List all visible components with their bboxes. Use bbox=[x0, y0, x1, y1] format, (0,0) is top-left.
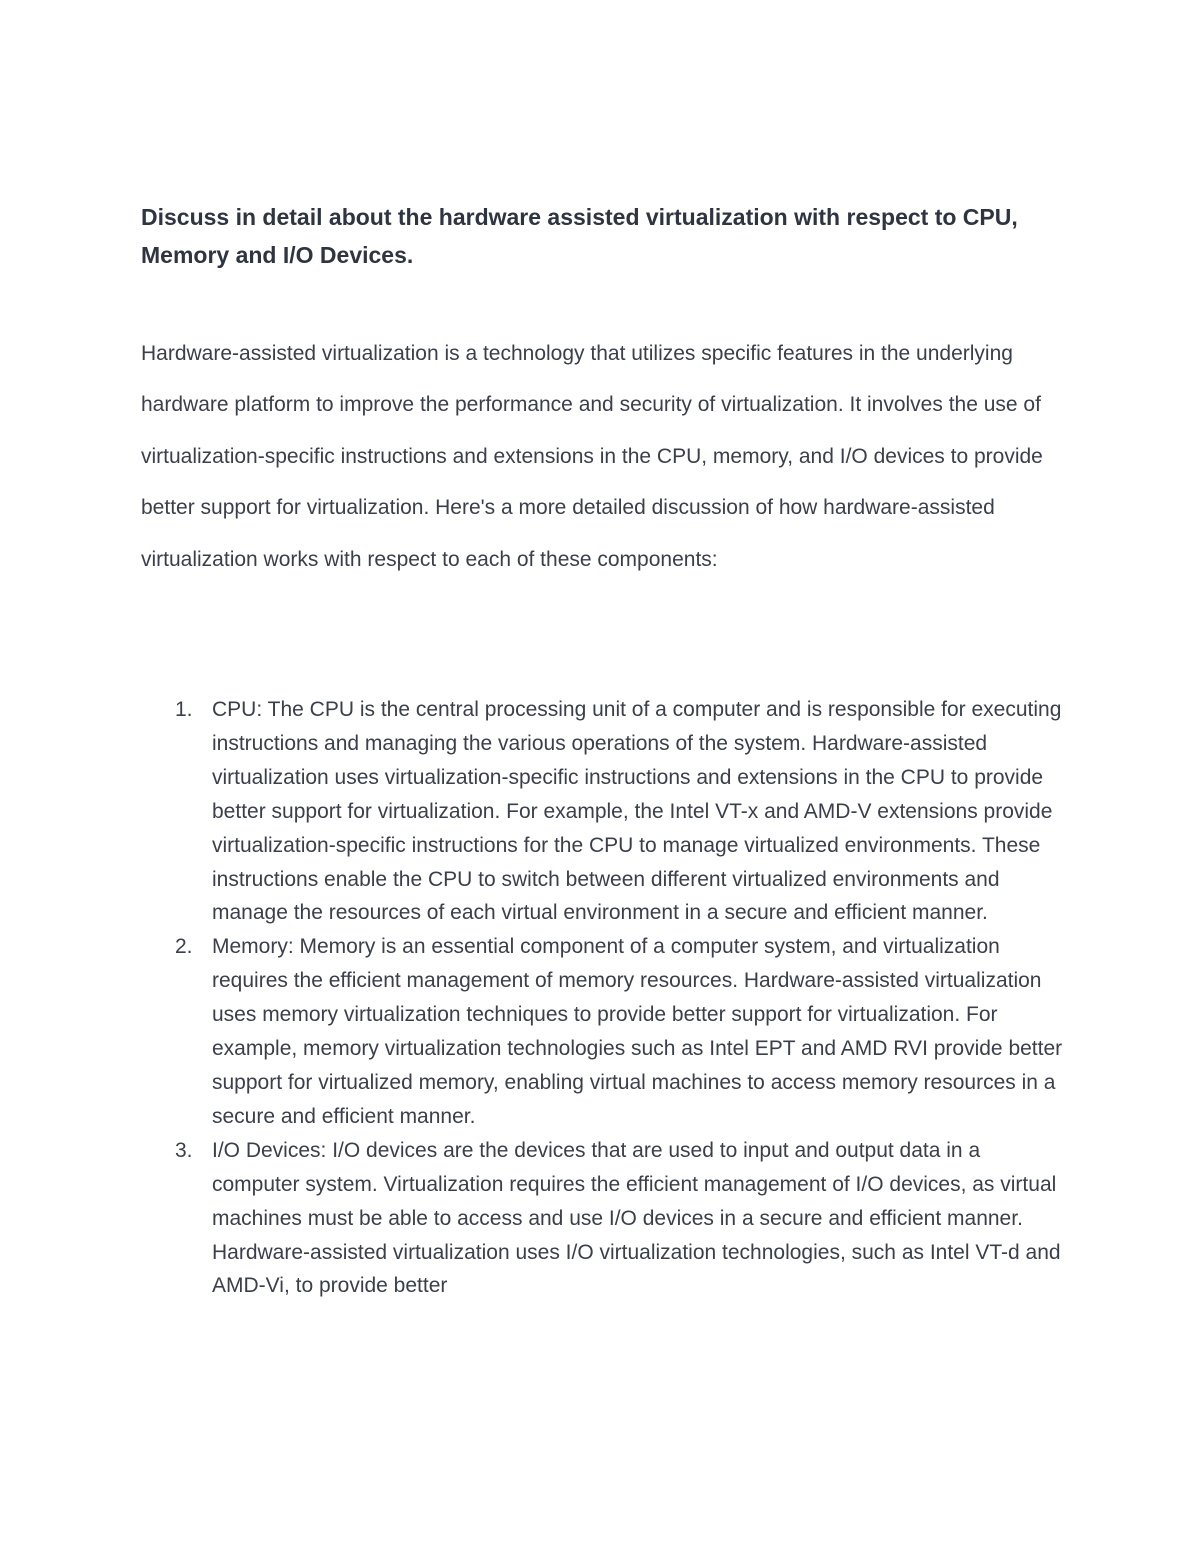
list-item-text: I/O Devices: I/O devices are the devices that are used to input and output data in a computer system. Virtualization requires the efficient management of I/O devices, as virtual machines must be able to access and use I/O devices in a secure and efficient manner. Hardware-assisted virtualization uses I/O virtualization technologies, such as Intel VT-d and AMD-Vi, to provide better bbox=[212, 1138, 1061, 1298]
component-list bbox=[141, 693, 1071, 1303]
intro-paragraph: Hardware-assisted virtualization is a technology that utilizes specific features in the underlying hardware platform to improve the performance and security of virtualization. It involves the use of virtualization-specific instructions and extensions in the CPU, memory, and I/O devices to provide better support for virtualization. Here's a more detailed discussion of how hardware-assisted virtualization works with respect to each of these components: bbox=[141, 342, 1043, 571]
list-item-cpu bbox=[141, 693, 1071, 930]
list-item-memory bbox=[141, 930, 1071, 1133]
list-number: 2. bbox=[175, 935, 193, 959]
list-item-text: CPU: The CPU is the central processing unit of a computer and is responsible for executing instructions and managing the various operations of the system. Hardware-assisted virtualization uses virtualization-specific instructions and extensions in the CPU to provide better support for virtualization. For example, the Intel VT-x and AMD-V extensions provide virtualization-specific instructions for the CPU to manage virtualized environments. These instructions enable the CPU to switch between different virtualized environments and manage the resources of each virtual environment in a secure and efficient manner. bbox=[212, 698, 1062, 925]
list-number: 1. bbox=[175, 698, 193, 721]
question-heading: Discuss in detail about the hardware assisted virtualization with respect to CPU, Memory and I/O Devices. bbox=[141, 204, 1018, 268]
list-item-text: Memory: Memory is an essential component of a computer system, and virtualization requires the efficient management of memory resources. Hardware-assisted virtualization uses memory virtualization techniques to provide better support for virtualization. For example, memory virtualization technologies such as Intel EPT and AMD RVI provide better support for virtualized memory, enabling virtual machines to access memory resources in a secure and efficient manner. bbox=[212, 935, 1063, 1128]
list-number: 3. bbox=[175, 1138, 193, 1162]
list-item-io-devices bbox=[141, 1134, 1071, 1304]
